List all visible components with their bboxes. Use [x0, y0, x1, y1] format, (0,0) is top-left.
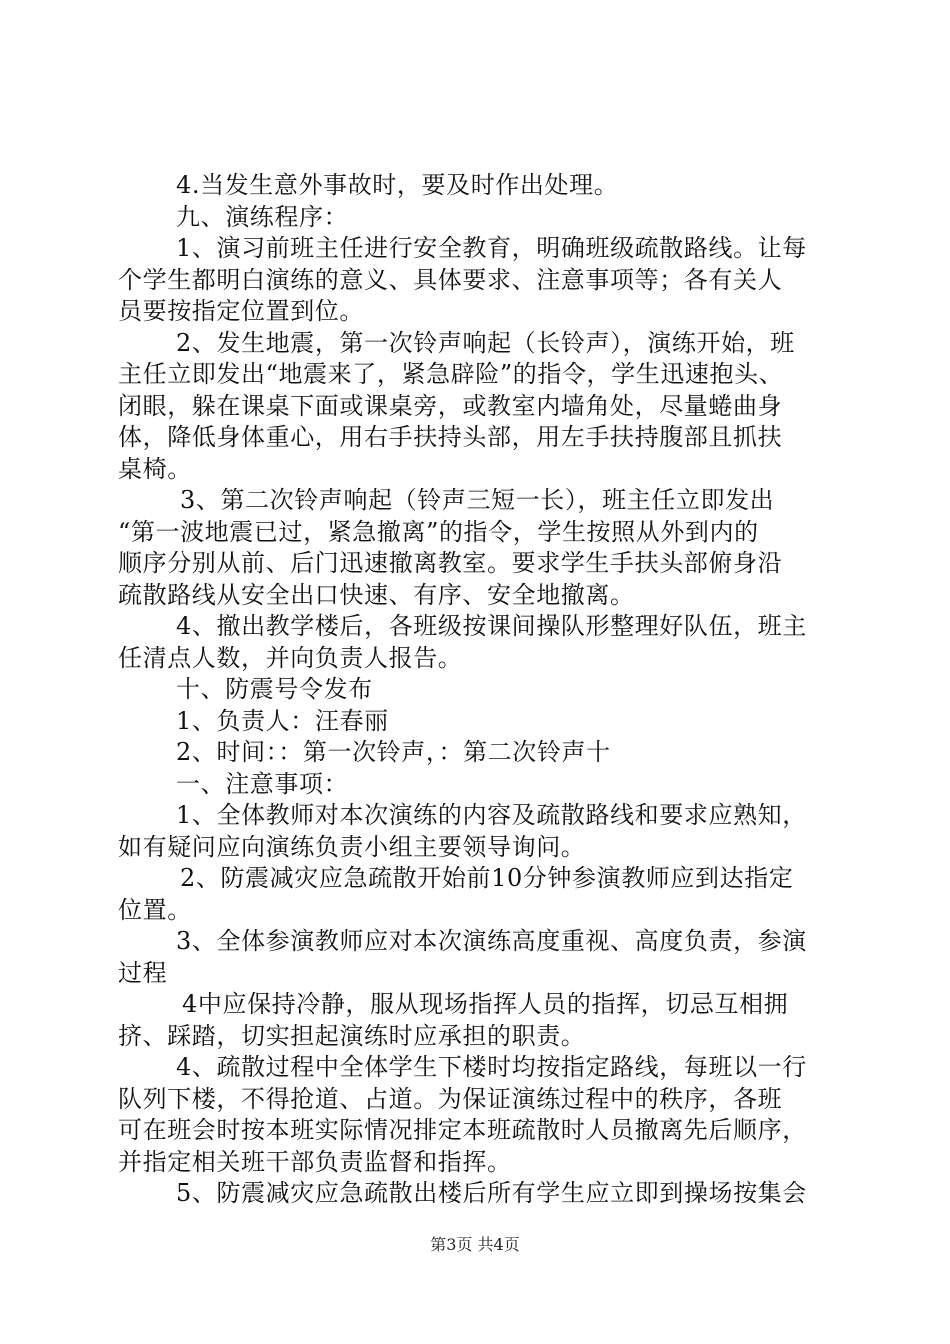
page-footer: 第3页 共4页 [430, 1235, 520, 1254]
text-line: 挤、踩踏，切实担起演练时应承担的职责。 [118, 1021, 586, 1050]
text-line: 如有疑问应向演练负责小组主要领导询问。 [118, 832, 586, 861]
text-line: 5、防震减灾应急疏散出楼后所有学生应立即到操场按集会 [176, 1179, 807, 1207]
text-line: 2、防震减灾应急疏散开始前10分钟参演教师应到达指定 [180, 864, 794, 892]
text-line: 闭眼，躲在课桌下面或课桌旁，或教室内墙角处，尽量蜷曲身 [118, 391, 783, 420]
text-line: 4、撤出教学楼后，各班级按课间操队形整理好队伍，班主 [176, 612, 807, 640]
text-line: 顺序分别从前、后门迅速撤离教室。要求学生手扶头部俯身沿 [118, 549, 783, 577]
text-line: 1、全体教师对本次演练的内容及疏散路线和要求应熟知， [176, 801, 807, 829]
text-line: 十、防震号令发布 [176, 675, 373, 703]
document-body [118, 170, 838, 1210]
text-line: 2、时间：：第一次铃声，：第二次铃声十 [176, 738, 611, 766]
text-line: 4中应保持冷静，服从现场指挥人员的指挥，切忌互相拥 [182, 990, 789, 1018]
text-line: 个学生都明白演练的意义、具体要求、注意事项等；各有关人 [118, 265, 783, 294]
text-line: 4、疏散过程中全体学生下楼时均按指定路线，每班以一行 [176, 1053, 807, 1081]
text-line: 1、演习前班主任进行安全教育，明确班级疏散路线。让每 [176, 234, 807, 262]
text-line: 并指定相关班干部负责监督和指挥。 [118, 1147, 512, 1176]
text-line: 2、发生地震，第一次铃声响起（长铃声），演练开始，班 [176, 328, 795, 357]
text-line: 位置。 [118, 895, 192, 924]
text-line: 疏散路线从安全出口快速、有序、安全地撤离。 [118, 580, 635, 609]
text-line: 主任立即发出“地震来了，紧急辟险”的指令，学生迅速抱头、 [118, 360, 784, 388]
text-line: 3、第二次铃声响起（铃声三短一长），班主任立即发出 [180, 486, 775, 514]
text-line: 任清点人数，并向负责人报告。 [118, 643, 463, 672]
text-line: 九、演练程序： [176, 202, 349, 231]
text-line: 可在班会时按本班实际情况排定本班疏散时人员撤离先后顺序， [118, 1116, 807, 1144]
text-line: 4.当发生意外事故时，要及时作出处理。 [176, 171, 619, 199]
text-line: 1、负责人：汪春丽 [176, 706, 389, 735]
text-line: 员要按指定位置到位。 [118, 297, 364, 325]
text-line: 体，降低身体重心，用右手扶持头部，用左手扶持腹部且抓扶 [118, 423, 783, 451]
text-line: 3、全体参演教师应对本次演练高度重视、高度负责，参演 [176, 927, 807, 955]
text-line: “第一波地震已过，紧急撤离”的指令，学生按照从外到内的 [118, 517, 759, 546]
text-line: 过程 [118, 958, 168, 987]
text-line: 队列下楼，不得抢道、占道。为保证演练过程中的秩序，各班 [118, 1084, 783, 1113]
text-line: 桌椅。 [118, 454, 192, 483]
text-line: 一、注意事项： [176, 769, 349, 798]
